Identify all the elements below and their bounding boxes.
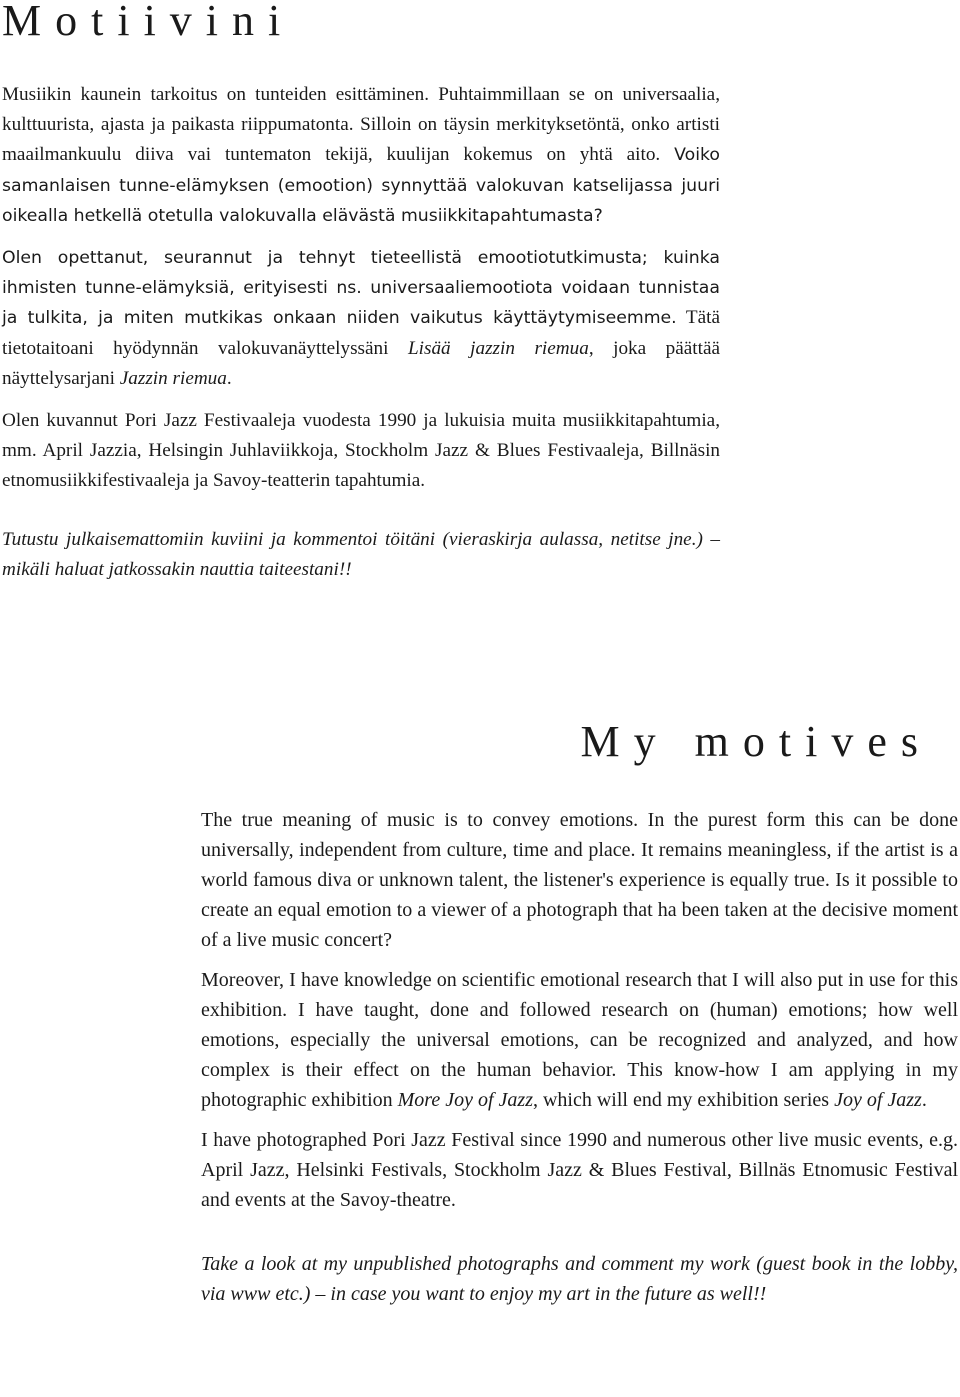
english-invitation-note: Take a look at my unpublished photographs and comment my work (guest book in the lobby, via www etc.) – in case you want to enjoy my art in the future as well!! (201, 1253, 958, 1305)
english-paragraph-3: I have photographed Pori Jazz Festival since 1990 and numerous other live music events, e.g. April Jazz, Helsinki Festivals, Stockholm Jazz & Blues Festival, Billnäs Etnomusic Festival and events at the Savoy-theatre. (201, 1129, 958, 1211)
finnish-paragraph-1 (2, 80, 720, 231)
finnish-paragraph-3: Olen kuvannut Pori Jazz Festivaaleja vuodesta 1990 ja lukuisia muita musiikkitapahtumia, mm. April Jazzia, Helsingin Juhlaviikkoja, Stockholm Jazz & Blues Festivaaleja, Billnäsin etnomusiikkifestivaaleja ja Savoy-teatterin tapahtumia. (2, 410, 720, 492)
english-paragraph-2-series: , which will end my exhibition series (532, 1089, 830, 1111)
english-text-column (201, 805, 958, 1309)
english-paragraph-2-research: Moreover, I have knowledge on scientific emotional research that I will also put in use for this exhibition. I have taught, done and followed research on (human) emotions; how well emotions, especially the universal emotions, can be recognized and analyzed, and how complex is their effect on the human behavior. This know-how I am applying in my photographic exhibition (201, 969, 958, 1111)
finnish-paragraph-2-end: . (226, 367, 232, 389)
finnish-invitation-note: Tutustu julkaisemattomiin kuviini ja kommentoi töitäni (vieraskirja aulassa, netitse jne.) – mikäli haluat jatkossakin nauttia taiteestani!! (2, 528, 720, 580)
english-paragraph-1: The true meaning of music is to convey emotions. In the purest form this can be done universally, independent from culture, time and place. It remains meaningless, if the artist is a world famous diva or unknown talent, the listener's experience is equally true. Is it possible to create an equal emotion to a viewer of a photograph that ha been taken at the decisive moment of a live music concert? (201, 809, 958, 951)
finnish-exhibition-title: Lisää jazzin riemua (407, 337, 589, 359)
finnish-series-title: Jazzin riemua (119, 367, 227, 389)
finnish-text-column (2, 80, 720, 585)
finnish-paragraph-2-exhibition: Tätä tietotaitoani hyödynnän valokuvanäyttelyssäni (2, 307, 720, 359)
finnish-paragraph-2 (2, 243, 720, 394)
finnish-paragraph-2-series: , joka päättää näyttelysarjani (2, 337, 720, 389)
english-series-title: Joy of Jazz (834, 1089, 922, 1111)
english-exhibition-title: More Joy of Jazz (397, 1089, 533, 1111)
finnish-paragraph-2-research: Olen opettanut, seurannut ja tehnyt tieteellistä emootiotutkimusta; kuinka ihmisten tunne-elämyksiä, erityisesti ns. universaaliemootiota voidaan tunnistaa ja tulkita, ja miten mutkikas onkaan niiden vaikutus käyttäytymiseemme. (2, 248, 720, 329)
finnish-paragraph-1-serif: Musiikin kaunein tarkoitus on tunteiden esittäminen. Puhtaimmillaan se on universaalia, kulttuurista, ajasta ja paikasta riippumatonta. Silloin on täysin merkityksetöntä, onko artisti maailmankuulu diiva vai tuntematon tekijä, kuulijan kokemus on yhtä aito. (2, 84, 720, 166)
finnish-paragraph-1-question: Voiko samanlaisen tunne-elämyksen (emootion) synnyttää valokuvan katselijassa juuri oikealla hetkellä otetulla valokuvalla elävästä musiikkitapahtumasta? (2, 145, 720, 226)
english-title: My motives (580, 717, 932, 766)
english-paragraph-2 (201, 965, 958, 1115)
finnish-title: Motiivini (2, 0, 295, 45)
english-paragraph-2-end: . (921, 1089, 927, 1111)
